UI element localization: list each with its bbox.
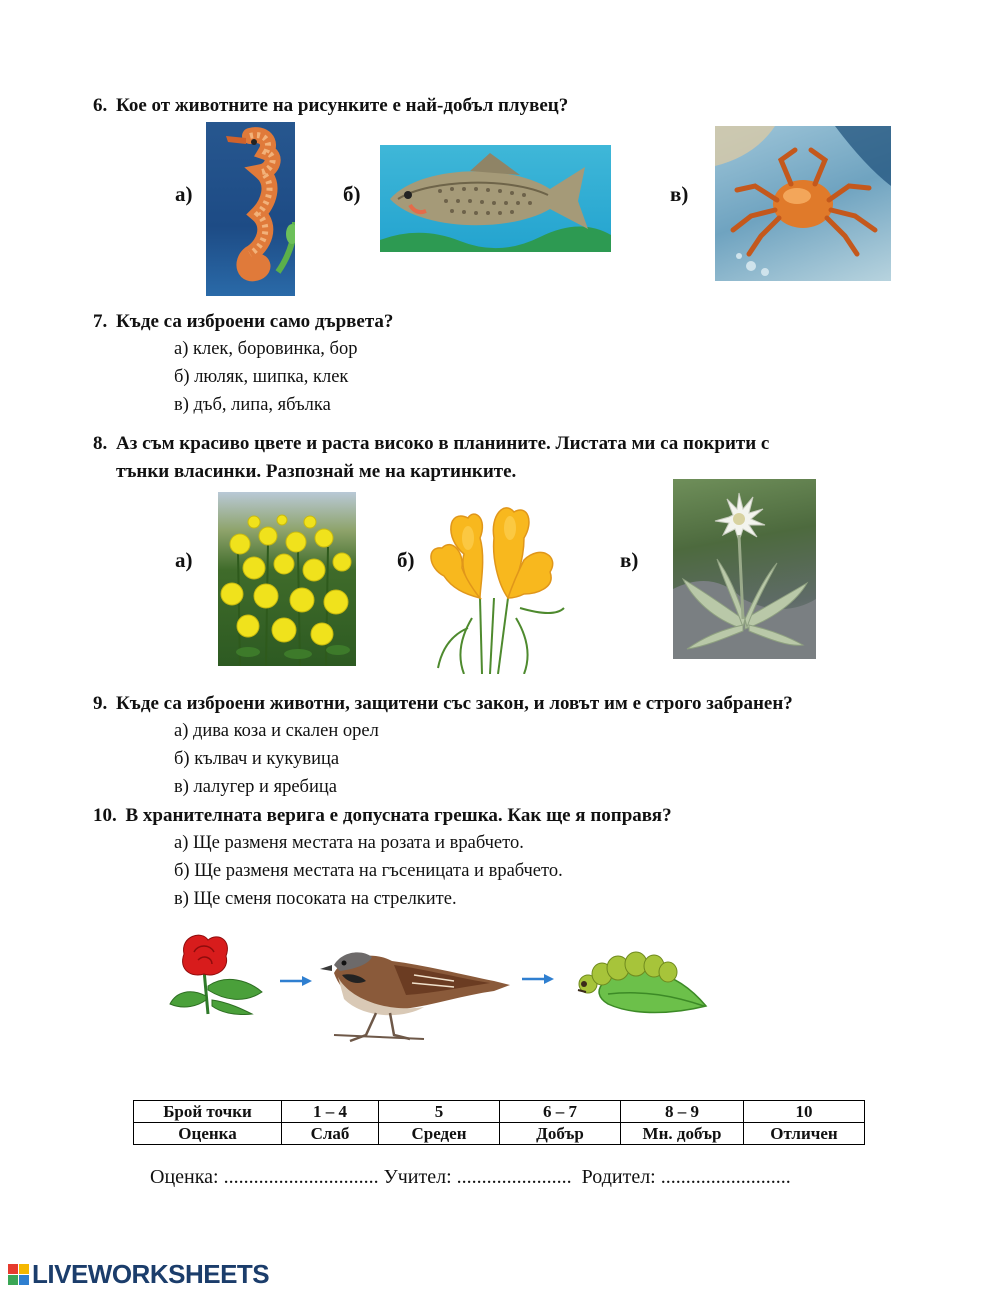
option-label-a: а) [175, 182, 193, 206]
q7-option-c[interactable]: в) дъб, липа, ябълка [174, 395, 331, 415]
table-cell: Оценка [134, 1123, 282, 1145]
table-cell: Среден [379, 1123, 500, 1145]
seahorse-image [206, 122, 295, 296]
logo-text: LIVEWORKSHEETS [32, 1259, 270, 1289]
question-7 [93, 311, 393, 333]
grades-table [133, 1100, 865, 1145]
option-label-c: в) [670, 182, 689, 206]
question-10 [93, 805, 672, 827]
sparrow-image [314, 935, 514, 1050]
question-text: Къде са изброени само дървета? [116, 311, 394, 332]
q9-option-b[interactable]: б) кълвач и кукувица [174, 749, 340, 769]
signature-line: Оценка: ............................... Учител: ....................... Родител: .......................... [150, 1166, 791, 1188]
table-cell: Отличен [744, 1123, 865, 1145]
q10-option-c[interactable]: в) Ще сменя посоката на стрелките. [174, 889, 457, 909]
question-8-line2: тънки власинки. Разпознай ме на картинките. [116, 461, 517, 482]
edelweiss-image [673, 479, 816, 659]
question-number: 7. [93, 311, 108, 332]
q10-option-a[interactable]: а) Ще разменя местата на розата и врабчето. [174, 833, 524, 853]
option-label-c: в) [620, 548, 639, 572]
option-label-a: а) [175, 548, 193, 572]
table-row [134, 1123, 865, 1145]
table-cell: 5 [379, 1101, 500, 1123]
q7-option-b[interactable]: б) люляк, шипка, клек [174, 367, 349, 387]
caterpillar-image [574, 944, 710, 1016]
option-label-b: б) [343, 182, 361, 206]
question-number: 6. [93, 95, 108, 116]
arrow-icon [522, 972, 554, 991]
table-cell: Мн. добър [621, 1123, 744, 1145]
table-cell: Добър [500, 1123, 621, 1145]
table-cell: Брой точки [134, 1101, 282, 1123]
crocus-image [424, 498, 568, 674]
logo-icon [8, 1264, 29, 1285]
q9-option-c[interactable]: в) лалугер и яребица [174, 777, 337, 797]
question-text: Кое от животните на рисунките е най-добъл плувец? [116, 95, 569, 116]
table-cell: 6 – 7 [500, 1101, 621, 1123]
question-text: В хранителната верига е допусната грешка. Как ще я поправя? [125, 805, 672, 826]
question-text-line1: Аз съм красиво цвете и раста високо в планините. Листата ми са покрити с [116, 433, 770, 454]
table-cell: 10 [744, 1101, 865, 1123]
table-cell: 8 – 9 [621, 1101, 744, 1123]
liveworksheets-logo [8, 1259, 269, 1290]
question-number: 9. [93, 693, 108, 714]
question-8 [93, 433, 769, 455]
table-row [134, 1101, 865, 1123]
question-6 [93, 95, 568, 117]
arrow-icon [280, 974, 312, 993]
question-text: Къде са изброени животни, защитени със закон, и ловът им е строго забранен? [116, 693, 793, 714]
question-number: 8. [93, 433, 108, 454]
question-number: 10. [93, 805, 117, 826]
q10-option-b[interactable]: б) Ще разменя местата на гъсеницата и врабчето. [174, 861, 563, 881]
table-cell: 1 – 4 [282, 1101, 379, 1123]
crab-image [715, 126, 891, 281]
question-9 [93, 693, 793, 715]
q9-option-a[interactable]: а) дива коза и скален орел [174, 721, 379, 741]
q7-option-a[interactable]: а) клек, боровинка, бор [174, 339, 358, 359]
table-cell: Слаб [282, 1123, 379, 1145]
globeflower-image [218, 492, 356, 666]
rose-image [168, 930, 278, 1015]
fish-image [380, 145, 611, 252]
option-label-b: б) [397, 548, 415, 572]
